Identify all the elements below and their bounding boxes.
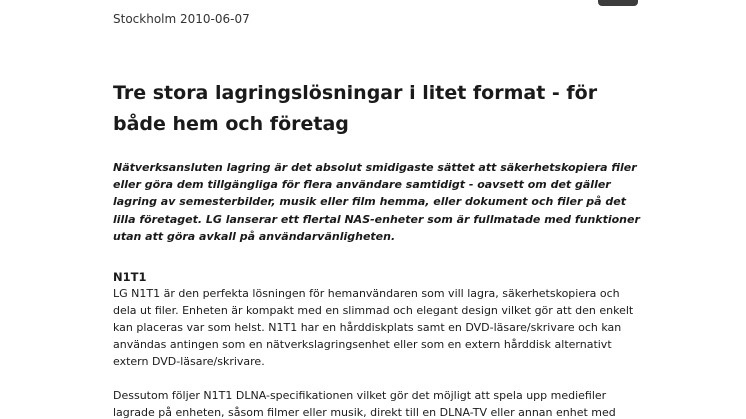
logo-corner [598,0,638,6]
section-title: N1T1 [113,270,147,284]
lead-paragraph: Nätverksansluten lagring är det absolut smidigaste sättet att säkerhetskopiera filer eller göra dem tillgängliga för flera användare samtidigt - oavsett om det gäller lagring av semesterbilder, musik eller film hemma, eller dokument och filer på det lilla företaget. LG lanserar ett flertal NAS-enheter som är fullmatade med funktioner utan att göra avkall på användarvänligheten. [113,161,640,243]
dateline: Stockholm 2010-06-07 [113,12,250,26]
body-paragraph: LG N1T1 är den perfekta lösningen för hemanvändaren som vill lagra, säkerhetskopiera och dela ut filer. Enheten är kompakt med en slimmad och elegant design vilket gör att den enkelt kan placeras var som helst. N1T1 har en hårddiskplats samt en DVD-läsare/skrivare och kan användas antingen som en nätverkslagringsenhet eller som en extern hårddisk alternativt extern DVD-läsare/skrivare. [113,287,634,368]
headline: Tre stora lagringslösningar i litet format - för både hem och företag [113,82,598,135]
body-paragraph: Dessutom följer N1T1 DLNA-specifikationen vilket gör det möjligt att spela upp mediefiler lagrade på enheten, såsom filmer eller musik, direkt till en DLNA-TV eller annan enhet med [113,389,616,419]
